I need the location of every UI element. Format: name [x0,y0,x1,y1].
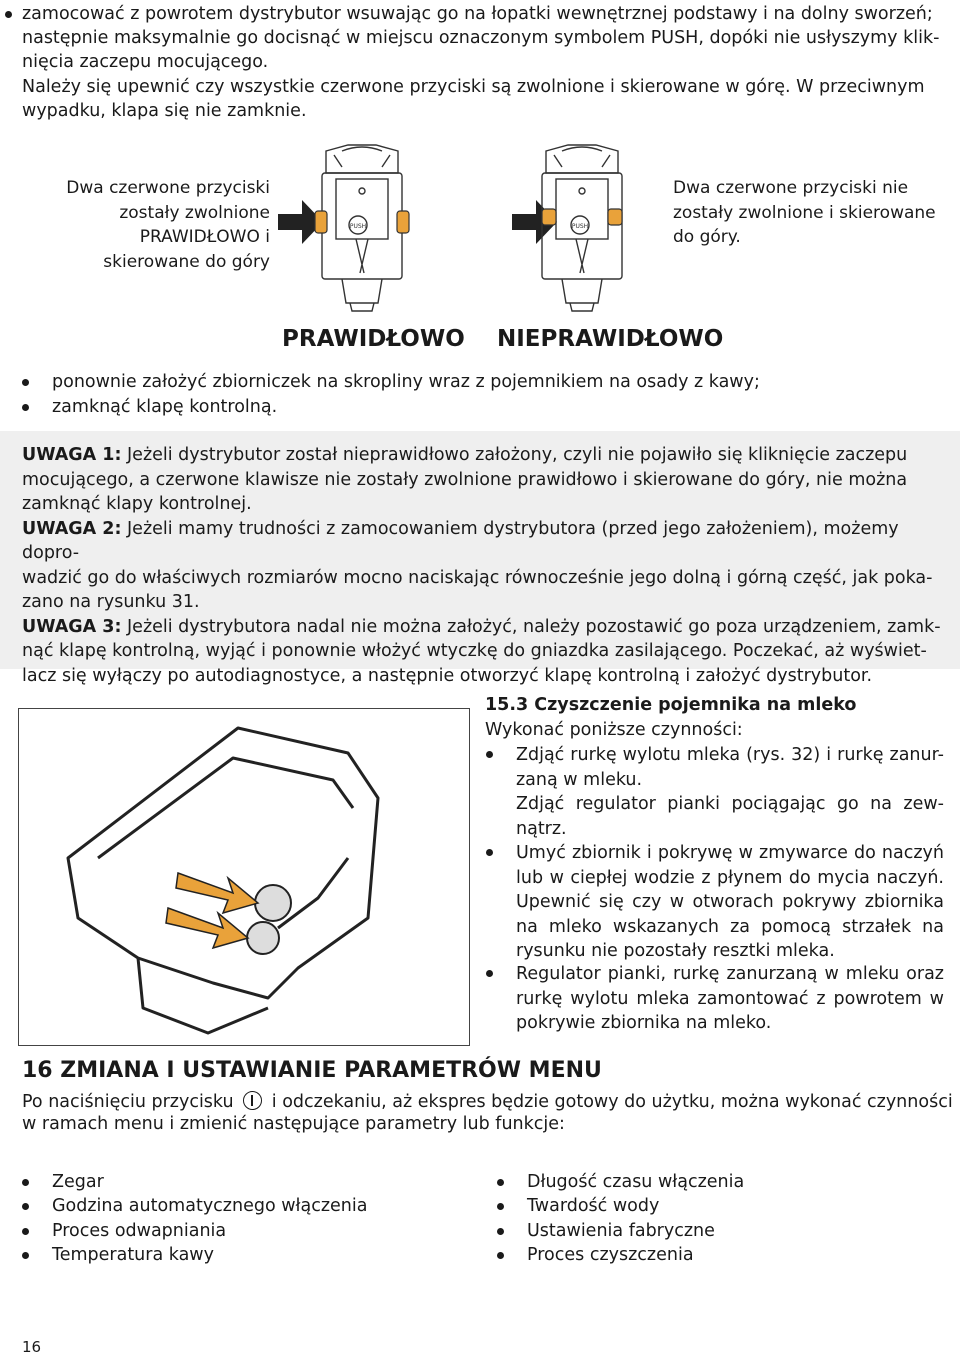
dispenser-correct-illustration [312,143,412,313]
list-item-line: nątrz. [516,818,567,839]
list-item-line: lub w ciepłej wodzie z płynem do mycia naczyń. [516,867,944,888]
milk-container-illustration [18,708,470,1046]
bullet [22,1228,29,1235]
note-3-line: nąć klapę kontrolną, wyjąć i ponownie włożyć wtyczkę do gniazdka zasilającego. Poczekać, aż wyświet- [22,641,927,661]
caption-line: PRAWIDŁOWO i [139,227,270,247]
list-item-line: na mleko wskazanych za pomocą strzałek na [516,916,944,937]
caption-line: Dwa czerwone przyciski nie [673,178,909,198]
list-item-line: Regulator pianki, rurkę zanurzaną w mleku oraz [516,964,944,984]
intro-line: następnie maksymalnie go docisnąć w miejscu oznaczonym symbolem PUSH, dopóki nie usłyszymy klik- [22,28,940,48]
list-item-line: Zdjąć rurkę wylotu mleka (rys. 32) i rurkę zanur- [516,745,944,765]
menu-param: Proces czyszczenia [527,1245,694,1265]
push-label: PUSH [349,223,367,230]
menu-param: Długość czasu włączenia [527,1172,745,1192]
right-caption [673,176,943,250]
section-16-text: i odczekaniu, aż ekspres będzie gotowy do użytku, można wykonać czynności [271,1092,953,1112]
step-item: zamknąć klapę kontrolną. [52,397,278,417]
list-item-line: rurkę wylotu mleka zamontować z powrotem w [516,988,944,1009]
menu-param: Proces odwapniania [52,1221,227,1241]
note-2-line: zano na rysunku 31. [22,592,200,612]
bullet [486,849,493,856]
bullet [497,1203,504,1210]
caption-line: skierowane do góry [103,251,270,272]
menu-param: Temperatura kawy [52,1245,214,1265]
intro-line: wypadku, klapa się nie zamknie. [22,101,307,121]
note-label: UWAGA 1: [22,445,122,465]
bullet [497,1228,504,1235]
menu-param: Zegar [52,1172,104,1192]
menu-param: Twardość wody [527,1196,660,1216]
list-item [516,841,944,964]
page-number: 16 [22,1338,42,1356]
list-item [516,962,944,1036]
note-1-line: zamknąć klapy kontrolnej. [22,494,252,514]
bullet [5,11,12,18]
note-label: UWAGA 2: [22,518,122,539]
note-label: UWAGA 3: [22,616,122,637]
notes [22,443,947,688]
caption-line: Dwa czerwone przyciski [66,178,270,198]
note-3-line: UWAGA 3: Jeżeli dystrybutora nadal nie można założyć, należy pozostawić go poza urządzeniem, zamk- [22,616,941,637]
note-1-line: mocującego, a czerwone klawisze nie zostały zwolnione prawidłowo i skierowane do góry, nie można [22,469,908,490]
list-item-line: pokrywie zbiornika na mleko. [516,1013,772,1033]
list-item-line: Upewnić się czy w otworach pokrywy zbiornika [516,892,944,912]
bullet [497,1179,504,1186]
note-2-line: UWAGA 2: Jeżeli mamy trudności z zamocowaniem dystrybutora (przed jego założeniem), możemy dopro- [22,518,899,563]
push-label: PUSH [571,223,589,230]
list-item-line: Umyć zbiornik i pokrywę w zmywarce do naczyń [516,843,944,863]
note-1-line: UWAGA 1: Jeżeli dystrybutor został nieprawidłowo założony, czyli nie pojawiło się kliknięcie zaczepu [22,445,908,465]
power-icon [243,1091,262,1110]
label-incorrect: NIEPRAWIDŁOWO [497,326,724,352]
bullet [22,1203,29,1210]
caption-line: zostały zwolnione [119,202,270,223]
menu-param: Godzina automatycznego włączenia [52,1196,368,1216]
label-correct: PRAWIDŁOWO [282,326,465,352]
note-2-line: wadzić go do właściwych rozmiarów mocno naciskając równocześnie jego dolną i górną część, jak poka- [22,567,933,588]
bullet [486,751,493,758]
bullet [22,404,29,411]
intro-line: Należy się upewnić czy wszystkie czerwone przyciski są zwolnione i skierowane w górę. W przeciwnym [22,77,925,97]
left-caption [30,176,270,274]
intro-line: zamocować z powrotem dystrybutor wsuwając go na łopatki wewnętrznej podstawy i na dolny sworzeń; [22,4,933,24]
note-3-line: lacz się wyłączy po autodiagnostyce, a następnie otworzyć klapę kontrolną i założyć dystrybutor. [22,665,873,686]
bullet [22,1179,29,1186]
section-15-3-title: 15.3 Czyszczenie pojemnika na mleko [485,695,857,715]
intro-line: nięcia zaczepu mocującego. [22,52,269,72]
list-item-line: Zdjąć regulator pianki pociągając go na zew- [516,794,944,814]
bullet [22,379,29,386]
caption-line: zostały zwolnione i skierowane [673,202,936,223]
dispenser-incorrect-illustration [532,143,632,313]
menu-param: Ustawienia fabryczne [527,1221,715,1241]
section-16-title: 16 ZMIANA I USTAWIANIE PARAMETRÓW MENU [22,1058,602,1083]
section-16-line: w ramach menu i zmienić następujące parametry lub funkcje: [22,1114,565,1134]
bullet [486,970,493,977]
bullet [497,1252,504,1259]
section-15-3-intro: Wykonać poniższe czynności: [485,720,743,740]
list-item-line: rysunku nie pozostały resztki mleka. [516,941,835,961]
section-16-text: Po naciśnięciu przycisku [22,1092,234,1112]
list-item [516,743,944,841]
bullet [22,1252,29,1259]
caption-line: do góry. [673,227,741,247]
section-16-line [22,1088,953,1115]
step-item: ponownie założyć zbiorniczek na skropliny wraz z pojemnikiem na osady z kawy; [52,372,760,392]
list-item-line: zaną w mleku. [516,769,643,790]
